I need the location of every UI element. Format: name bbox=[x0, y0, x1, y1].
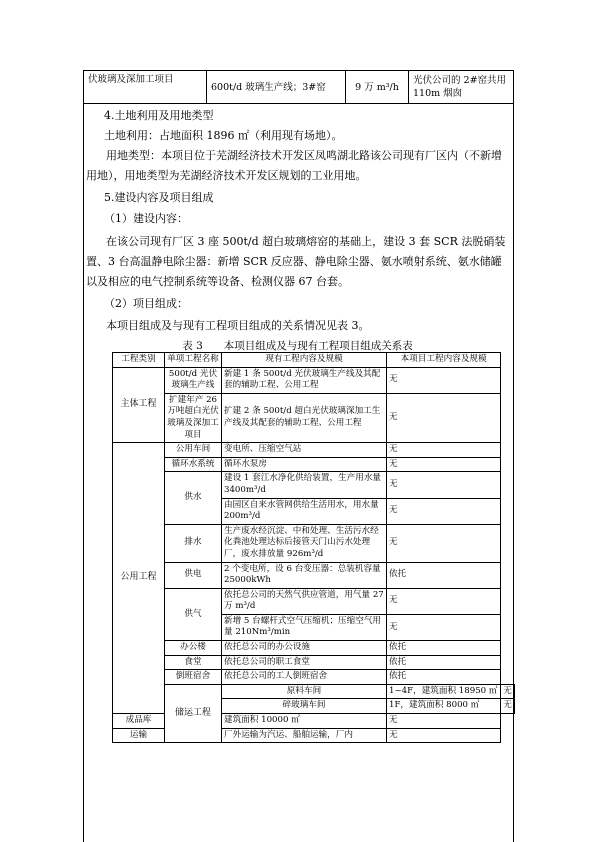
table-cell: 依托 bbox=[387, 670, 501, 685]
table-cell: 原料车间 bbox=[222, 684, 387, 699]
table-cell: 厂外运输为汽运、船舶运输，厂内 bbox=[222, 728, 387, 743]
table-cell: 依托总公司的工人倒班宿舍 bbox=[222, 670, 387, 685]
table-cell: 扩建年产 26 万吨超白光伏玻璃及深加工项目 bbox=[165, 393, 222, 442]
table-cell: 循环水系统 bbox=[165, 457, 222, 472]
paragraph: 土地利用：占地面积 1896 ㎡（利用现有场地）。 bbox=[104, 129, 343, 142]
table-cell: 供电 bbox=[165, 562, 222, 588]
table-cell: 500t/d 光伏玻璃生产线 bbox=[165, 367, 222, 393]
table-cell: 光伏公司的 2#窑共用 110m 烟囱 bbox=[409, 71, 514, 104]
table-cell: 食堂 bbox=[165, 655, 222, 670]
table-row bbox=[113, 472, 515, 498]
paragraph: 在该公司现有厂区 3 座 500t/d 超白玻璃熔窑的基础上，建设 3 套 SCR 法脱硝装置、3 台高温静电除尘器：新增 SCR 反应器、静电除尘器、氨水喷射系统、氨水储罐以及相应的电气控制系统等设备、检测仪器 67 台套。 bbox=[86, 235, 506, 288]
table-cell: 无 bbox=[387, 614, 501, 640]
table-header-row bbox=[113, 353, 515, 368]
table-cell: 办公楼 bbox=[165, 641, 222, 656]
table-cell: 供气 bbox=[165, 588, 222, 640]
table-cell: 碎玻璃车间 bbox=[222, 699, 387, 714]
table-cell: 循环水泵房 bbox=[222, 457, 387, 472]
table-cell: 1F，建筑面积 8000 ㎡ bbox=[387, 699, 501, 714]
table-cell: 排水 bbox=[165, 524, 222, 562]
table-cell: 无 bbox=[387, 728, 501, 743]
column-header: 工程类别 bbox=[113, 353, 165, 368]
subsection-heading: （2）项目组成： bbox=[104, 297, 188, 310]
table-cell: 600t/d 玻璃生产线；3#窑 bbox=[207, 71, 346, 104]
table-row bbox=[113, 641, 515, 656]
table-cell: 无 bbox=[387, 498, 501, 524]
table-cell: 依托 bbox=[387, 562, 501, 588]
table-row bbox=[113, 655, 515, 670]
table-cell: 公用车间 bbox=[165, 443, 222, 458]
column-header: 本项目工程内容及规模 bbox=[387, 353, 501, 368]
table-cell: 无 bbox=[387, 443, 501, 458]
table-row bbox=[113, 684, 515, 699]
table-row bbox=[113, 393, 515, 442]
table-cell: 无 bbox=[387, 367, 501, 393]
table-row bbox=[113, 443, 515, 458]
table-cell: 成品库 bbox=[113, 714, 165, 729]
table-cell: 伏玻璃及深加工项目 bbox=[84, 71, 207, 104]
table-cell: 无 bbox=[501, 699, 515, 714]
table-cell: 无 bbox=[501, 684, 515, 699]
subsection-heading: （1）建设内容： bbox=[104, 212, 188, 225]
category-cell: 储运工程 bbox=[165, 684, 222, 742]
table-cell: 新增 5 台螺杆式空气压缩机；压缩空气用量 210Nm³/min bbox=[222, 614, 387, 640]
column-header: 单项工程名称 bbox=[165, 353, 222, 368]
table-cell: 由园区自来水管网供给生活用水，用水量 200m³/d bbox=[222, 498, 387, 524]
table-row bbox=[113, 524, 515, 562]
table-row bbox=[113, 367, 515, 393]
paragraph: 用地类型：本项目位于芜湖经济技术开发区凤鸣湖北路该公司现有厂区内（不新增用地），用地类型为芜湖经济技术开发区规划的工业用地。 bbox=[86, 149, 502, 182]
table-caption: 表 3 本项目组成及与现有工程项目组成关系表 bbox=[182, 340, 413, 352]
table-cell: 倒班宿舍 bbox=[165, 670, 222, 685]
table-cell: 建设 1 套江水净化供给装置，生产用水量 3400m³/d bbox=[222, 472, 387, 498]
table-cell: 依托总公司的办公设施 bbox=[222, 641, 387, 656]
table-cell: 扩建 2 条 500t/d 超白光伏玻璃深加工生产线及其配套的辅助工程、公用工程 bbox=[222, 393, 387, 442]
table-cell: 2 个变电所，设 6 台变压器：总装机容量 25000kWh bbox=[222, 562, 387, 588]
table-cell: 无 bbox=[387, 524, 501, 562]
table-cell: 无 bbox=[387, 472, 501, 498]
table-cell: 供水 bbox=[165, 472, 222, 524]
table-cell: 运输 bbox=[113, 728, 165, 743]
table-cell: 新建 1 条 500t/d 光伏玻璃生产线及其配套的辅助工程、公用工程 bbox=[222, 367, 387, 393]
section-heading: 4.土地利用及用地类型 bbox=[104, 109, 214, 122]
table-row bbox=[113, 562, 515, 588]
table-row bbox=[113, 588, 515, 614]
category-cell: 主体工程 bbox=[113, 367, 165, 443]
category-cell: 公用工程 bbox=[113, 443, 165, 714]
table-cell: 建筑面积 10000 ㎡ bbox=[222, 714, 387, 729]
table-cell: 变电所、压缩空气站 bbox=[222, 443, 387, 458]
table-cell: 依托 bbox=[387, 655, 501, 670]
table-row bbox=[113, 457, 515, 472]
table-row bbox=[113, 670, 515, 685]
table-cell: 9 万 m³/h bbox=[346, 71, 409, 104]
table-cell: 依托 bbox=[387, 641, 501, 656]
table-cell: 1~4F，建筑面积 18950 ㎡ bbox=[387, 684, 501, 699]
table-cell: 依托总公司的职工食堂 bbox=[222, 655, 387, 670]
paragraph: 本项目组成及与现有工程项目组成的关系情况见表 3。 bbox=[106, 319, 370, 332]
table-cell: 无 bbox=[387, 588, 501, 614]
project-composition-table bbox=[112, 352, 515, 743]
table-cell: 依托总公司的天然气供应管道，用气量 27 万 m³/d bbox=[222, 588, 387, 614]
table-cell: 无 bbox=[387, 457, 501, 472]
table-cell: 生产废水经沉淀、中和处理、生活污水经化粪池处理达标后接管天门山污水处理厂，废水排放量 926m³/d bbox=[222, 524, 387, 562]
table-cell: 无 bbox=[387, 714, 501, 729]
column-header: 现有工程内容及规模 bbox=[222, 353, 387, 368]
table-cell: 无 bbox=[387, 393, 501, 442]
section-heading: 5.建设内容及项目组成 bbox=[104, 191, 214, 204]
